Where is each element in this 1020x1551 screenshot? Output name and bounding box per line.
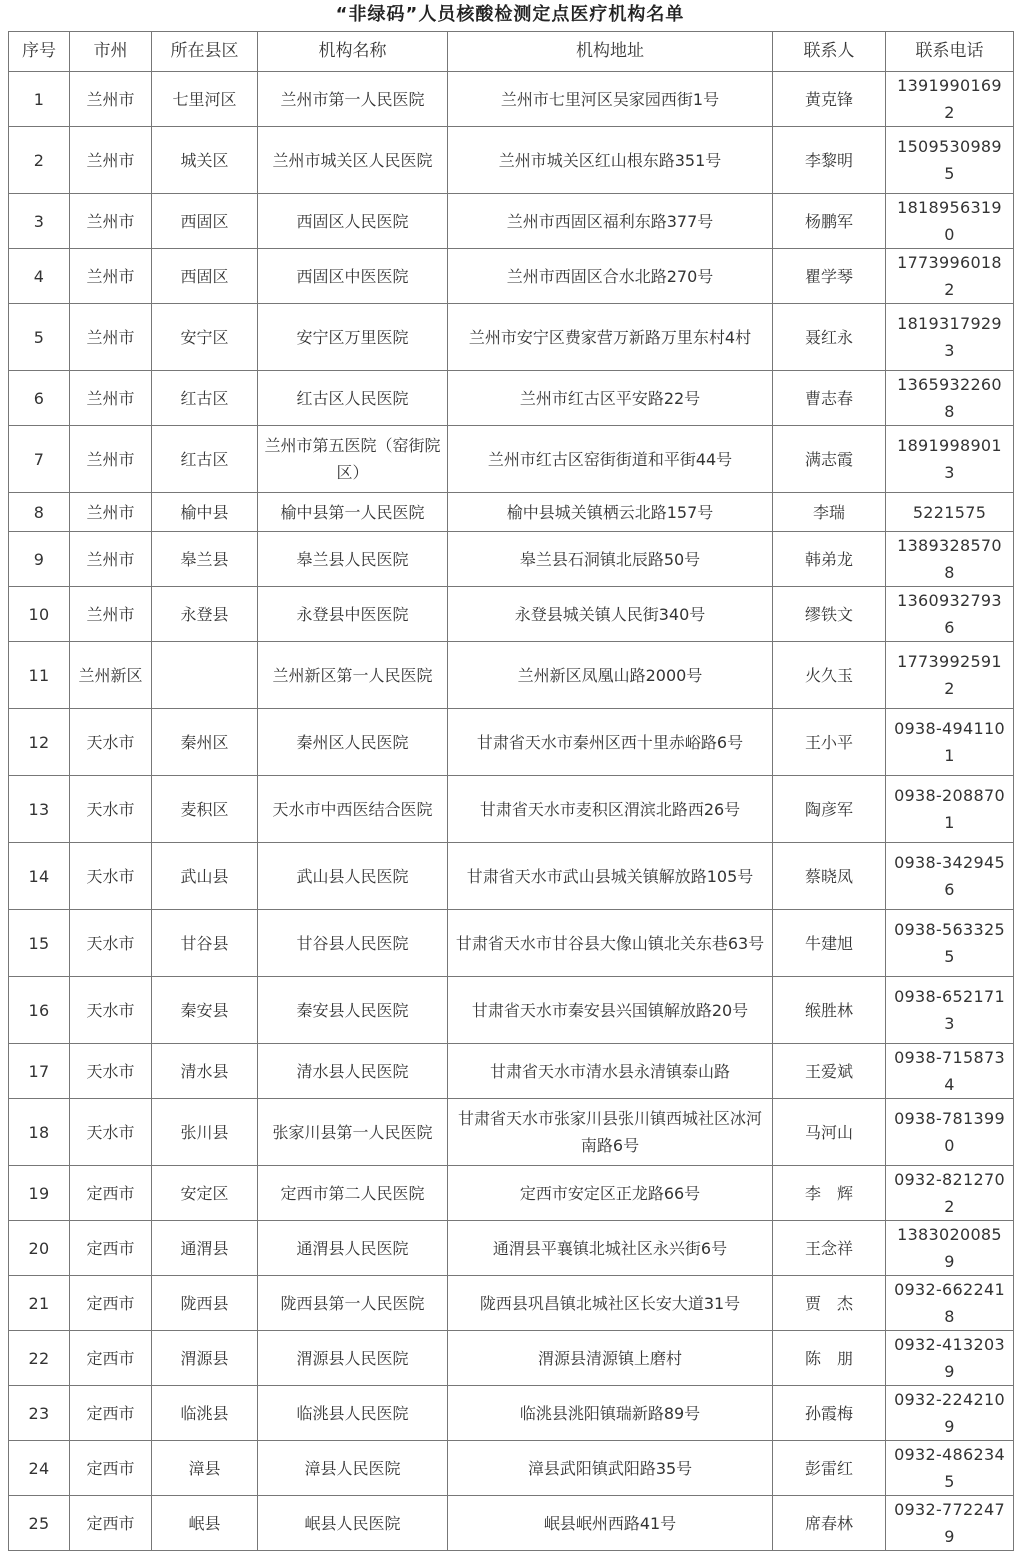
cell-district: 岷县 — [152, 1496, 258, 1551]
cell-city: 兰州市 — [70, 304, 152, 371]
cell-address: 兰州市红古区平安路22号 — [448, 371, 773, 426]
cell-address: 甘肃省天水市麦积区渭滨北路西26号 — [448, 776, 773, 843]
cell-address: 临洮县洮阳镇瑞新路89号 — [448, 1386, 773, 1441]
cell-institution: 兰州新区第一人民医院 — [258, 642, 448, 709]
cell-phone: 18919989013 — [886, 426, 1014, 493]
cell-district: 安定区 — [152, 1166, 258, 1221]
cell-institution: 兰州市城关区人民医院 — [258, 127, 448, 194]
cell-city: 兰州市 — [70, 532, 152, 587]
cell-city: 定西市 — [70, 1386, 152, 1441]
table-row — [9, 1221, 1014, 1276]
cell-city: 兰州新区 — [70, 642, 152, 709]
cell-district: 秦州区 — [152, 709, 258, 776]
cell-address: 甘肃省天水市甘谷县大像山镇北关东巷63号 — [448, 910, 773, 977]
cell-phone: 13893285708 — [886, 532, 1014, 587]
cell-seq: 21 — [9, 1276, 70, 1331]
institution-table — [8, 31, 1014, 1551]
cell-institution: 安宁区万里医院 — [258, 304, 448, 371]
table-row — [9, 249, 1014, 304]
page-title: “非绿码”人员核酸检测定点医疗机构名单 — [335, 4, 685, 25]
cell-phone: 0932-2242109 — [886, 1386, 1014, 1441]
cell-address: 漳县武阳镇武阳路35号 — [448, 1441, 773, 1496]
cell-contact: 李瑞 — [773, 493, 886, 532]
cell-contact: 王小平 — [773, 709, 886, 776]
cell-address: 甘肃省天水市张家川县张川镇西城社区冰河南路6号 — [448, 1099, 773, 1166]
cell-phone: 0938-7813990 — [886, 1099, 1014, 1166]
cell-institution: 天水市中西医结合医院 — [258, 776, 448, 843]
cell-seq: 6 — [9, 371, 70, 426]
table-row — [9, 642, 1014, 709]
cell-city: 天水市 — [70, 1044, 152, 1099]
cell-address: 通渭县平襄镇北城社区永兴街6号 — [448, 1221, 773, 1276]
cell-city: 兰州市 — [70, 493, 152, 532]
cell-address: 甘肃省天水市秦州区西十里赤峪路6号 — [448, 709, 773, 776]
cell-seq: 11 — [9, 642, 70, 709]
cell-seq: 25 — [9, 1496, 70, 1551]
cell-address: 渭源县清源镇上磨村 — [448, 1331, 773, 1386]
cell-phone: 17739925912 — [886, 642, 1014, 709]
cell-city: 定西市 — [70, 1441, 152, 1496]
cell-district: 红古区 — [152, 371, 258, 426]
cell-district: 安宁区 — [152, 304, 258, 371]
cell-seq: 9 — [9, 532, 70, 587]
cell-institution: 皋兰县人民医院 — [258, 532, 448, 587]
cell-contact: 缪铁文 — [773, 587, 886, 642]
cell-phone: 0938-2088701 — [886, 776, 1014, 843]
cell-address: 永登县城关镇人民街340号 — [448, 587, 773, 642]
table-row — [9, 587, 1014, 642]
cell-contact: 马河山 — [773, 1099, 886, 1166]
cell-phone: 0932-4862345 — [886, 1441, 1014, 1496]
cell-institution: 渭源县人民医院 — [258, 1331, 448, 1386]
cell-address: 兰州市红古区窑街街道和平街44号 — [448, 426, 773, 493]
cell-phone: 18189563190 — [886, 194, 1014, 249]
table-row — [9, 532, 1014, 587]
cell-district: 甘谷县 — [152, 910, 258, 977]
cell-address: 甘肃省天水市秦安县兴国镇解放路20号 — [448, 977, 773, 1044]
cell-contact: 孙霞梅 — [773, 1386, 886, 1441]
cell-seq: 13 — [9, 776, 70, 843]
cell-district: 张川县 — [152, 1099, 258, 1166]
cell-city: 兰州市 — [70, 194, 152, 249]
cell-city: 兰州市 — [70, 249, 152, 304]
cell-district: 渭源县 — [152, 1331, 258, 1386]
cell-seq: 12 — [9, 709, 70, 776]
cell-city: 定西市 — [70, 1166, 152, 1221]
cell-address: 陇西县巩昌镇北城社区长安大道31号 — [448, 1276, 773, 1331]
cell-address: 甘肃省天水市武山县城关镇解放路105号 — [448, 843, 773, 910]
cell-district: 七里河区 — [152, 72, 258, 127]
cell-city: 定西市 — [70, 1276, 152, 1331]
cell-district: 红古区 — [152, 426, 258, 493]
cell-address: 兰州新区凤凰山路2000号 — [448, 642, 773, 709]
cell-institution: 榆中县第一人民医院 — [258, 493, 448, 532]
cell-seq: 14 — [9, 843, 70, 910]
cell-seq: 20 — [9, 1221, 70, 1276]
table-row — [9, 843, 1014, 910]
cell-contact: 火久玉 — [773, 642, 886, 709]
table-row — [9, 493, 1014, 532]
cell-institution: 秦州区人民医院 — [258, 709, 448, 776]
cell-contact: 贾 杰 — [773, 1276, 886, 1331]
cell-phone: 0938-4941101 — [886, 709, 1014, 776]
cell-phone: 0932-7722479 — [886, 1496, 1014, 1551]
cell-contact: 陶彦军 — [773, 776, 886, 843]
cell-institution: 临洮县人民医院 — [258, 1386, 448, 1441]
table-row — [9, 426, 1014, 493]
header-institution: 机构名称 — [258, 32, 448, 72]
table-row — [9, 1166, 1014, 1221]
cell-institution: 西固区中医医院 — [258, 249, 448, 304]
cell-institution: 甘谷县人民医院 — [258, 910, 448, 977]
cell-contact: 黄克锋 — [773, 72, 886, 127]
header-phone: 联系电话 — [886, 32, 1014, 72]
cell-district: 西固区 — [152, 194, 258, 249]
cell-institution: 陇西县第一人民医院 — [258, 1276, 448, 1331]
cell-district: 通渭县 — [152, 1221, 258, 1276]
cell-phone: 0938-5633255 — [886, 910, 1014, 977]
cell-contact: 席春林 — [773, 1496, 886, 1551]
table-row — [9, 1276, 1014, 1331]
cell-contact: 杨鹏军 — [773, 194, 886, 249]
cell-phone: 13659322608 — [886, 371, 1014, 426]
cell-city: 天水市 — [70, 709, 152, 776]
cell-seq: 7 — [9, 426, 70, 493]
cell-city: 兰州市 — [70, 426, 152, 493]
cell-address: 岷县岷州西路41号 — [448, 1496, 773, 1551]
cell-seq: 24 — [9, 1441, 70, 1496]
cell-district — [152, 642, 258, 709]
cell-seq: 18 — [9, 1099, 70, 1166]
cell-contact: 彭雷红 — [773, 1441, 886, 1496]
cell-contact: 王念祥 — [773, 1221, 886, 1276]
table-row — [9, 1044, 1014, 1099]
cell-city: 兰州市 — [70, 587, 152, 642]
cell-contact: 陈 朋 — [773, 1331, 886, 1386]
cell-phone: 0932-8212702 — [886, 1166, 1014, 1221]
cell-institution: 清水县人民医院 — [258, 1044, 448, 1099]
cell-contact: 聂红永 — [773, 304, 886, 371]
cell-institution: 秦安县人民医院 — [258, 977, 448, 1044]
cell-phone: 13609327936 — [886, 587, 1014, 642]
cell-phone: 18193179293 — [886, 304, 1014, 371]
header-seq: 序号 — [9, 32, 70, 72]
cell-city: 兰州市 — [70, 371, 152, 426]
cell-institution: 漳县人民医院 — [258, 1441, 448, 1496]
cell-institution: 定西市第二人民医院 — [258, 1166, 448, 1221]
cell-district: 城关区 — [152, 127, 258, 194]
table-row — [9, 1099, 1014, 1166]
header-district: 所在县区 — [152, 32, 258, 72]
cell-city: 兰州市 — [70, 72, 152, 127]
cell-institution: 岷县人民医院 — [258, 1496, 448, 1551]
cell-contact: 李黎明 — [773, 127, 886, 194]
cell-phone: 15095309895 — [886, 127, 1014, 194]
cell-phone: 13919901692 — [886, 72, 1014, 127]
cell-seq: 10 — [9, 587, 70, 642]
cell-city: 定西市 — [70, 1221, 152, 1276]
cell-institution: 兰州市第五医院（窑街院区） — [258, 426, 448, 493]
table-row — [9, 977, 1014, 1044]
cell-city: 定西市 — [70, 1331, 152, 1386]
cell-phone: 0932-6622418 — [886, 1276, 1014, 1331]
cell-seq: 19 — [9, 1166, 70, 1221]
cell-address: 兰州市西固区福利东路377号 — [448, 194, 773, 249]
cell-city: 天水市 — [70, 977, 152, 1044]
cell-institution: 通渭县人民医院 — [258, 1221, 448, 1276]
table-header-row — [9, 32, 1014, 72]
cell-district: 陇西县 — [152, 1276, 258, 1331]
cell-contact: 缑胜林 — [773, 977, 886, 1044]
cell-contact: 瞿学琴 — [773, 249, 886, 304]
cell-institution: 西固区人民医院 — [258, 194, 448, 249]
table-row — [9, 910, 1014, 977]
cell-seq: 22 — [9, 1331, 70, 1386]
cell-institution: 张家川县第一人民医院 — [258, 1099, 448, 1166]
cell-phone: 17739960182 — [886, 249, 1014, 304]
cell-phone: 0932-4132039 — [886, 1331, 1014, 1386]
cell-seq: 4 — [9, 249, 70, 304]
header-address: 机构地址 — [448, 32, 773, 72]
cell-institution: 武山县人民医院 — [258, 843, 448, 910]
cell-contact: 牛建旭 — [773, 910, 886, 977]
table-body — [9, 72, 1014, 1551]
cell-seq: 23 — [9, 1386, 70, 1441]
cell-contact: 王爱斌 — [773, 1044, 886, 1099]
cell-district: 漳县 — [152, 1441, 258, 1496]
cell-city: 天水市 — [70, 776, 152, 843]
cell-district: 永登县 — [152, 587, 258, 642]
cell-address: 兰州市城关区红山根东路351号 — [448, 127, 773, 194]
cell-address: 甘肃省天水市清水县永清镇泰山路 — [448, 1044, 773, 1099]
cell-city: 天水市 — [70, 843, 152, 910]
cell-district: 榆中县 — [152, 493, 258, 532]
cell-seq: 2 — [9, 127, 70, 194]
cell-phone: 5221575 — [886, 493, 1014, 532]
table-row — [9, 304, 1014, 371]
table-row — [9, 709, 1014, 776]
cell-contact: 满志霞 — [773, 426, 886, 493]
table-row — [9, 1441, 1014, 1496]
cell-district: 武山县 — [152, 843, 258, 910]
header-contact: 联系人 — [773, 32, 886, 72]
cell-seq: 15 — [9, 910, 70, 977]
table-row — [9, 1496, 1014, 1551]
cell-institution: 红古区人民医院 — [258, 371, 448, 426]
cell-phone: 0938-3429456 — [886, 843, 1014, 910]
cell-district: 清水县 — [152, 1044, 258, 1099]
cell-district: 皋兰县 — [152, 532, 258, 587]
header-city: 市州 — [70, 32, 152, 72]
table-row — [9, 127, 1014, 194]
table-row — [9, 194, 1014, 249]
cell-contact: 蔡晓凤 — [773, 843, 886, 910]
cell-address: 兰州市安宁区费家营万新路万里东村4村 — [448, 304, 773, 371]
cell-district: 秦安县 — [152, 977, 258, 1044]
table-row — [9, 72, 1014, 127]
cell-district: 西固区 — [152, 249, 258, 304]
table-row — [9, 776, 1014, 843]
cell-district: 临洮县 — [152, 1386, 258, 1441]
table-row — [9, 1331, 1014, 1386]
cell-seq: 1 — [9, 72, 70, 127]
cell-address: 榆中县城关镇栖云北路157号 — [448, 493, 773, 532]
cell-institution: 兰州市第一人民医院 — [258, 72, 448, 127]
cell-contact: 李 辉 — [773, 1166, 886, 1221]
cell-address: 定西市安定区正龙路66号 — [448, 1166, 773, 1221]
cell-seq: 8 — [9, 493, 70, 532]
cell-city: 定西市 — [70, 1496, 152, 1551]
cell-contact: 曹志春 — [773, 371, 886, 426]
table-row — [9, 371, 1014, 426]
cell-address: 皋兰县石洞镇北辰路50号 — [448, 532, 773, 587]
cell-seq: 3 — [9, 194, 70, 249]
cell-institution: 永登县中医医院 — [258, 587, 448, 642]
cell-address: 兰州市西固区合水北路270号 — [448, 249, 773, 304]
cell-phone: 13830200859 — [886, 1221, 1014, 1276]
cell-seq: 17 — [9, 1044, 70, 1099]
cell-address: 兰州市七里河区吴家园西街1号 — [448, 72, 773, 127]
cell-city: 天水市 — [70, 1099, 152, 1166]
table-row — [9, 1386, 1014, 1441]
cell-phone: 0938-7158734 — [886, 1044, 1014, 1099]
cell-district: 麦积区 — [152, 776, 258, 843]
cell-seq: 16 — [9, 977, 70, 1044]
cell-phone: 0938-6521713 — [886, 977, 1014, 1044]
cell-city: 天水市 — [70, 910, 152, 977]
cell-city: 兰州市 — [70, 127, 152, 194]
cell-contact: 韩弟龙 — [773, 532, 886, 587]
cell-seq: 5 — [9, 304, 70, 371]
